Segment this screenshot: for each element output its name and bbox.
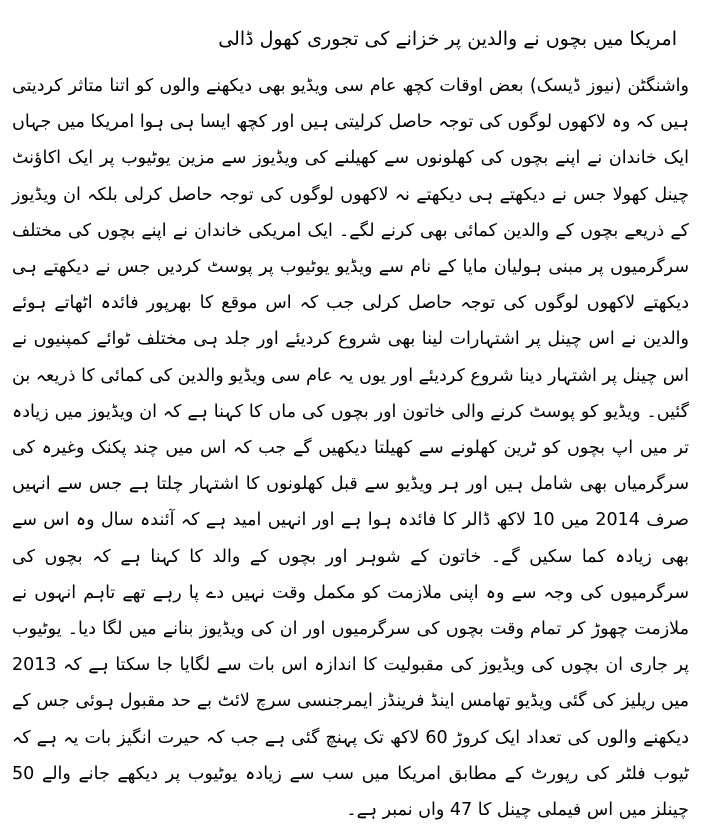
- article-headline: امریکا میں بچوں نے والدین پر خزانے کی تجوری کھول ڈالی: [218, 28, 677, 50]
- news-article: [12, 24, 689, 828]
- article-body: واشنگٹن (نیوز ڈیسک) بعض اوقات کچھ عام سی ویڈیو بھی دیکھنے والوں کو اتنا متاثر کردیتی ہیں کہ وہ لاکھوں لوگوں کی توجہ حاصل کرلیتی ہیں اور کچھ ایسا ہی ہوا امریکا میں جہاں ایک خاندان نے اپنے بچوں کی کھلونوں سے کھیلنے کی ویڈیوز سے مزین یوٹیوب پر ایک اکاؤنٹ چینل کھولا جس نے دیکھتے ہی دیکھتے نہ لاکھوں لوگوں کی توجہ حاصل کرلی بلکہ ان ویڈیوز کے ذریعے بچوں کے والدین کمائی بھی کرنے لگے۔ ایک امریکی خاندان نے اپنے بچوں کی مختلف سرگرمیوں پر مبنی ہولیان مایا کے نام سے ویڈیو یوٹیوب پر پوسٹ کردیں جس نے دیکھتے ہی دیکھتے لاکھوں لوگوں کی توجہ حاصل کرلی جب کہ اس موقع کا بھرپور فائدہ اٹھاتے ہوئے والدین نے اس چینل پر اشتہارات لینا بھی شروع کردیئے اور جلد ہی مختلف ٹوائے کمپنیوں نے اس چینل پر اشتہار دینا شروع کردیئے اور یوں یہ عام سی ویڈیو والدین کی کمائی کا ذریعہ بن گئیں۔ ویڈیو کو پوسٹ کرنے والی خاتون اور بچوں کی ماں کا کہنا ہے کہ ان ویڈیوز میں زیادہ تر میں اپ بچوں کو ٹرین کھلونے سے کھیلتا دیکھیں گے جب کہ اس میں چند پکنک وغیرہ کی سرگرمیاں بھی شامل ہیں اور ہر ویڈیو سے قبل کھلونوں کا اشتہار چلتا ہے جس سے انہیں صرف 2014 میں 10 لاکھ ڈالر کا فائدہ ہوا ہے اور انہیں امید ہے کہ آئندہ سال وہ اس سے بھی زیادہ کما سکیں گے۔ خاتون کے شوہر اور بچوں کے والد کا کہنا ہے کہ بچوں کی سرگرمیوں کی وجہ سے وہ اپنی ملازمت کو مکمل وقت نہیں دے پا رہے تھے تاہم انہوں نے ملازمت چھوڑ کر تمام وقت بچوں کی سرگرمیوں اور ان کی ویڈیوز بنانے میں لگا دیا۔ یوٹیوب پر جاری ان بچوں کی ویڈیوز کی مقبولیت کا اندازہ اس بات سے لگایا جا سکتا ہے کہ 2013 میں ریلیز کی گئی ویڈیو تھامس اینڈ فرینڈز ایمرجنسی سرچ لائٹ بے حد مقبول ہوئی جس کے دیکھنے والوں کی تعداد ایک کروڑ 60 لاکھ تک پہنچ گئی ہے جب کہ حیرت انگیز بات یہ ہے کہ ٹیوب فلٹر کی رپورٹ کے مطابق امریکا میں سب سے زیادہ یوٹیوب پر دیکھے جانے والے 50 چینلز میں اس فیملی چینل کا 47 واں نمبر ہے۔: [12, 76, 689, 821]
